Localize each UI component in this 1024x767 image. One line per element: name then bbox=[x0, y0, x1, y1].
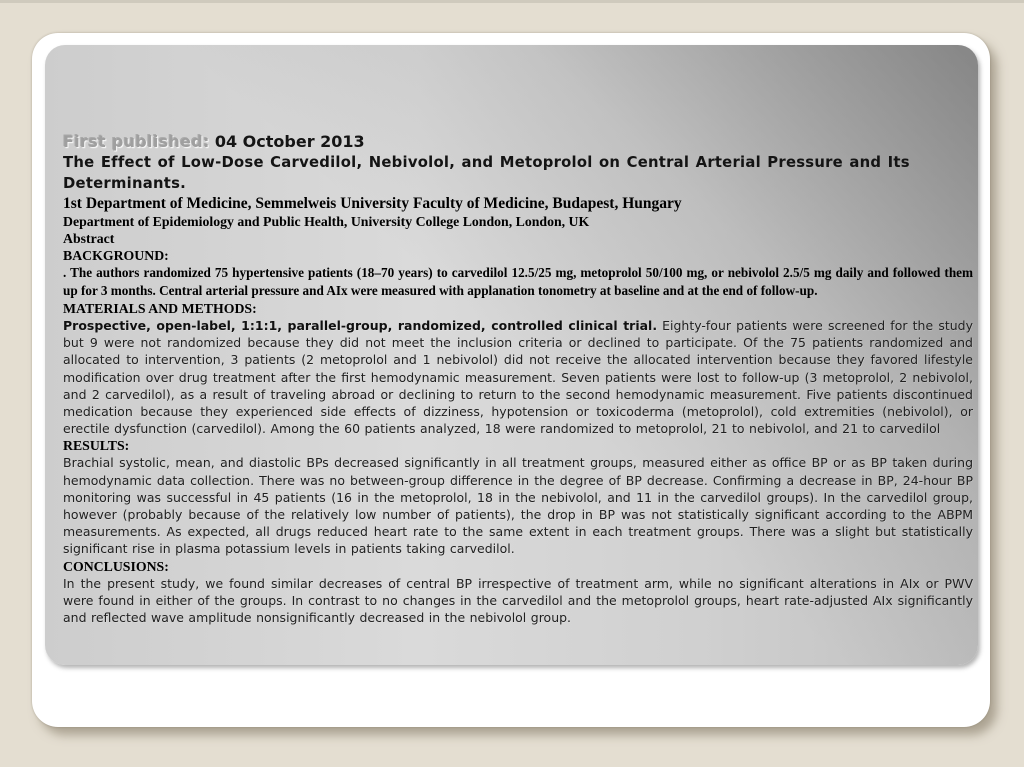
conclusions-heading: CONCLUSIONS: bbox=[63, 558, 169, 574]
slide-frame bbox=[32, 33, 990, 727]
abstract-text-block bbox=[63, 131, 973, 626]
methods-body bbox=[63, 317, 973, 437]
background-heading: BACKGROUND: bbox=[63, 248, 169, 263]
methods-lead-sentence: Prospective, open-label, 1:1:1, parallel-group, randomized, controlled clinical trial. bbox=[63, 318, 658, 333]
results-body: Brachial systolic, mean, and diastolic BPs decreased significantly in all treatment groups, measured either as office BP or as BP taken during hemodynamic data collection. There was no between-group difference in the degree of BP decrease. Confirming a decrease in BP, 24-hour BP monitoring was successful in 45 patients (16 in the metoprolol, 18 in the nebivolol, and 11 in the carvedilol groups). In the carvedilol group, however (probably because of the relatively low number of patients), the drop in BP was not statistically significant according to the ABPM measurements. As expected, all drugs reduced heart rate to the same extent in each treatment groups. There was a slight but statistically significant rise in plasma potassium levels in patients taking carvedilol. bbox=[63, 455, 973, 557]
affiliation-primary: 1st Department of Medicine, Semmelweis University Faculty of Medicine, Budapest, Hungary bbox=[63, 195, 682, 212]
methods-body-text: Eighty-four patients were screened for the study but 9 were not randomized because they did not meet the inclusion criteria or declined to participate. Of the 75 patients randomized and allocated to intervention, 3 patients (2 metoprolol and 1 nebivolol) did not receive the allocated intervention because they favored lifestyle modification over drug treatment after the first hemodynamic measurement. Seven patients were lost to follow-up (3 metoprolol, 2 nebivolol, and 2 carvedilol), as a result of traveling abroad or declining to return to the second hemodynamic measurement. Five patients discontinued medication because they experienced side effects of dizziness, hypotension or toxicoderma (metoprolol), cold extremities (nebivolol), or erectile dysfunction (carvedilol). Among the 60 patients analyzed, 18 were randomized to metoprolol, 21 to nebivolol, and 21 to carvedilol bbox=[63, 318, 973, 437]
background-body: . The authors randomized 75 hypertensive patients (18–70 years) to carvedilol 12.5/25 mg, metoprolol 50/100 mg, or nebivolol 2.5/5 mg daily and followed them up for 3 months. Central arterial pressure and AIx were measured with applanation tonometry at baseline and at the end of follow-up. bbox=[63, 265, 973, 298]
published-label: First published: bbox=[63, 132, 210, 151]
results-heading: RESULTS: bbox=[63, 438, 130, 454]
abstract-label: Abstract bbox=[63, 231, 115, 246]
affiliation-secondary: Department of Epidemiology and Public Health, University College London, London, UK bbox=[63, 214, 590, 229]
content-panel bbox=[45, 45, 978, 665]
published-date: 04 October 2013 bbox=[214, 132, 365, 151]
top-edge-strip bbox=[0, 0, 1024, 3]
published-line bbox=[63, 131, 973, 152]
article-title: The Effect of Low-Dose Carvedilol, Nebivolol, and Metoprolol on Central Arterial Pressure and Its Determinants. bbox=[63, 154, 910, 192]
conclusions-body: In the present study, we found similar decreases of central BP irrespective of treatment arm, while no significant alterations in AIx or PWV were found in either of the groups. In contrast to no changes in the carvedilol and the metoprolol groups, heart rate-adjusted AIx significantly and reflected wave amplitude nonsignificantly decreased in the nebivolol group. bbox=[63, 575, 973, 626]
methods-heading: MATERIALS AND METHODS: bbox=[63, 301, 257, 316]
